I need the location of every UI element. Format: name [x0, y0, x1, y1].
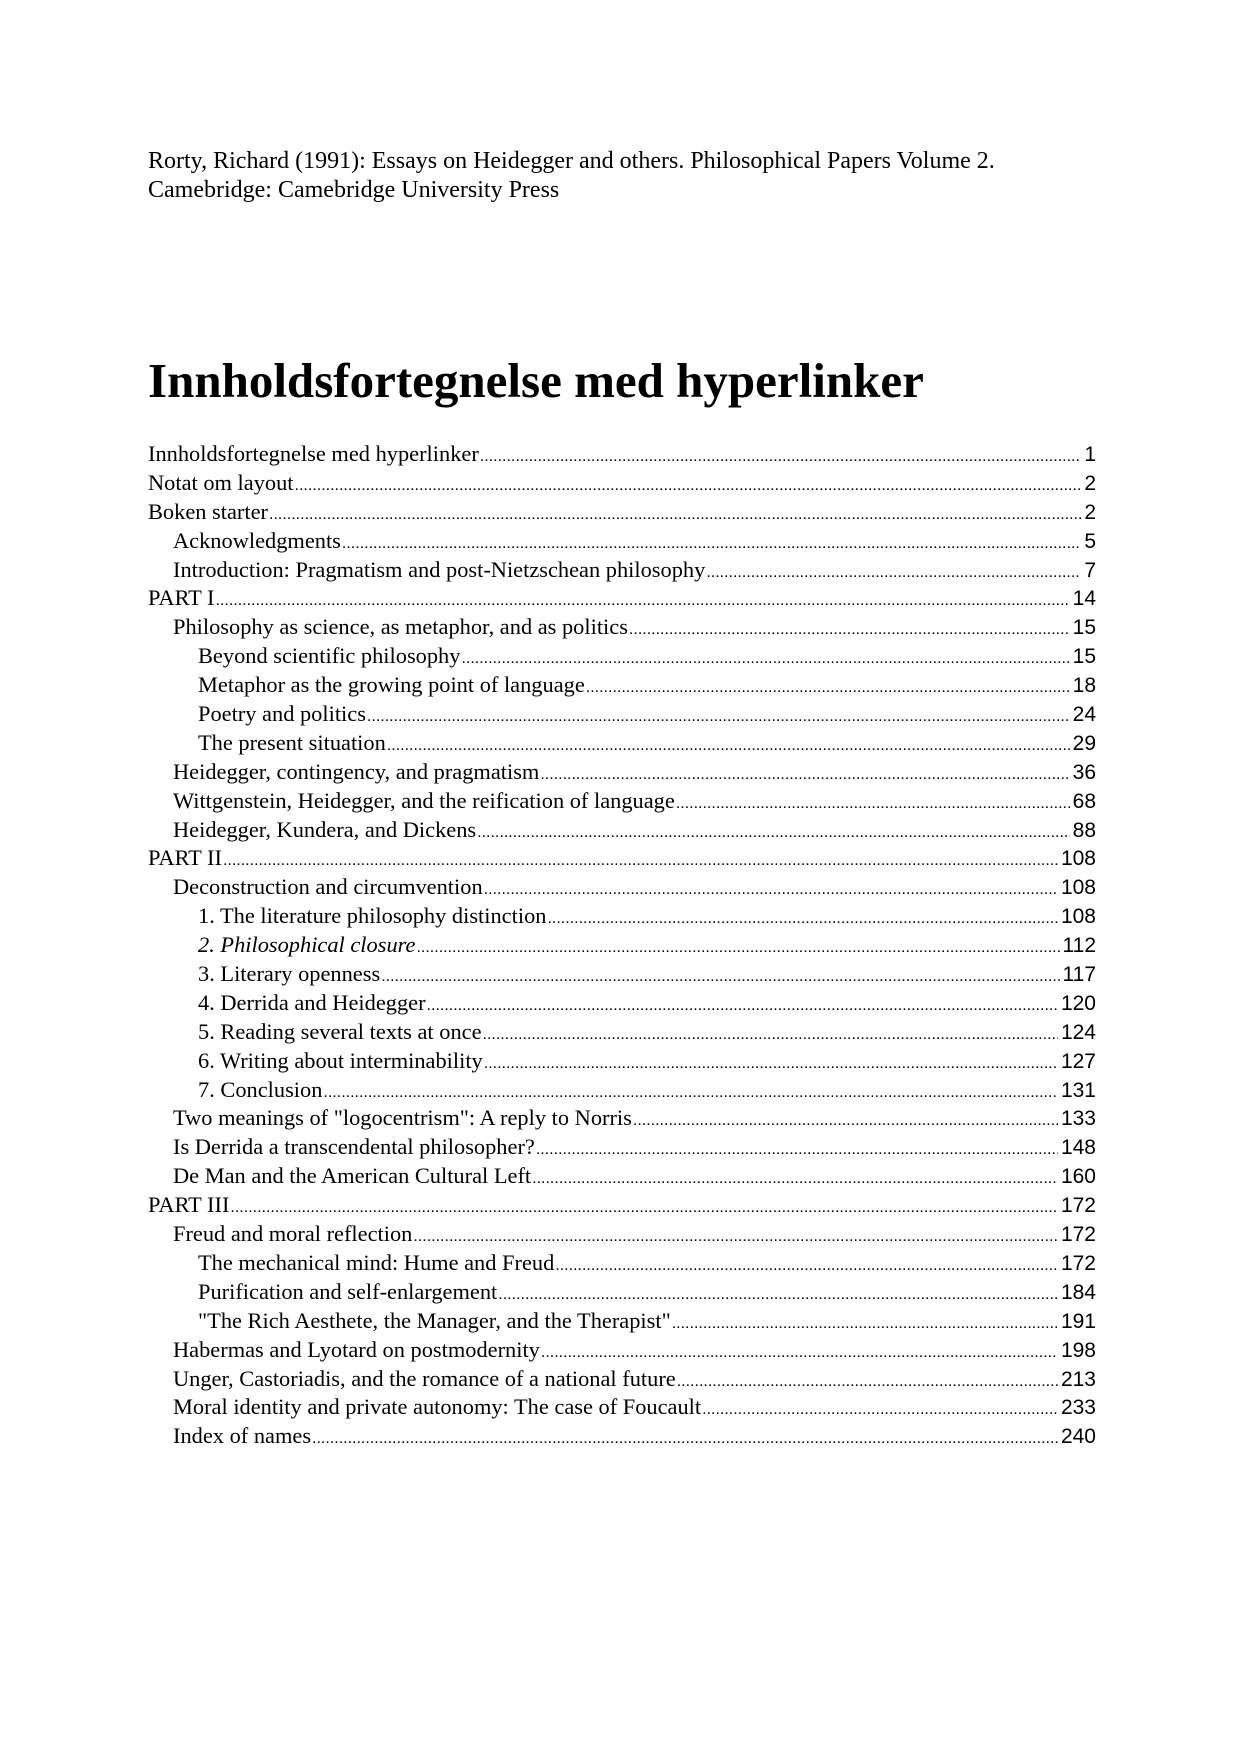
toc-entry-title: Is Derrida a transcendental philosopher?	[173, 1134, 535, 1160]
dot-leader	[629, 616, 1070, 645]
dot-leader	[676, 790, 1070, 819]
toc-entry-link[interactable]	[148, 1393, 1096, 1422]
toc-entry-page-number: 124	[1060, 1020, 1096, 1044]
toc-entry-page-number: 198	[1060, 1338, 1096, 1362]
toc-entry-link[interactable]	[148, 642, 1096, 671]
toc-entry-link[interactable]	[148, 1047, 1096, 1076]
toc-entry-title: 6. Writing about interminability	[198, 1047, 483, 1073]
toc-entry-page-number: 108	[1060, 876, 1096, 900]
toc-entry-page-number: 172	[1060, 1223, 1096, 1247]
dot-leader	[387, 732, 1070, 761]
dot-leader	[633, 1107, 1058, 1136]
toc-entry-title: Heidegger, contingency, and pragmatism	[173, 758, 540, 784]
toc-entry-link[interactable]	[148, 1104, 1096, 1133]
dot-leader	[223, 847, 1058, 876]
toc-entry-title: Moral identity and private autonomy: The case of Foucault	[173, 1394, 702, 1420]
toc-entry-link[interactable]	[148, 902, 1096, 931]
toc-entry-link[interactable]	[148, 960, 1096, 989]
toc-entry-title: Introduction: Pragmatism and post-Nietzschean philosophy	[173, 556, 706, 582]
toc-entry-title: Index of names	[173, 1423, 312, 1449]
toc-entry-page-number: 1	[1084, 443, 1096, 466]
toc-entry-title: Poetry and politics	[198, 701, 366, 727]
toc-entry-title: 4. Derrida and Heidegger	[198, 989, 426, 1015]
dot-leader	[706, 559, 1081, 588]
toc-entry-title: Heidegger, Kundera, and Dickens	[173, 816, 477, 842]
dot-leader	[541, 1339, 1058, 1368]
toc-entry-page-number: 213	[1060, 1367, 1096, 1391]
toc-entry-page-number: 191	[1060, 1309, 1096, 1333]
toc-entry-link[interactable]	[148, 700, 1096, 729]
toc-entry-title: 1. The literature philosophy distinction	[198, 903, 547, 929]
toc-entry-title: PART III	[148, 1192, 230, 1218]
toc-entry-title: 3. Literary openness	[198, 961, 381, 987]
toc-entry-title: Unger, Castoriadis, and the romance of a national future	[173, 1365, 676, 1391]
toc-entry-link[interactable]	[148, 816, 1096, 845]
dot-leader	[461, 645, 1069, 674]
toc-entry-link[interactable]	[148, 527, 1096, 556]
dot-leader	[536, 1136, 1058, 1165]
toc-entry-page-number: 18	[1072, 674, 1096, 698]
toc-entry-link[interactable]	[148, 1162, 1096, 1191]
dot-leader	[480, 443, 1082, 472]
toc-entry-title: 2. Philosophical closure	[198, 932, 416, 958]
dot-leader	[532, 1165, 1058, 1194]
toc-entry-title: Boken starter	[148, 498, 268, 524]
toc-entry-link[interactable]	[148, 1018, 1096, 1047]
toc-entry-page-number: 36	[1072, 760, 1096, 784]
toc-entry-link[interactable]	[148, 671, 1096, 700]
toc-entry-title: Philosophy as science, as metaphor, and as politics	[173, 614, 628, 640]
toc-entry-link[interactable]	[148, 1076, 1096, 1105]
dot-leader	[672, 1310, 1058, 1339]
toc-entry-link[interactable]	[148, 844, 1096, 873]
dot-leader	[312, 1425, 1058, 1454]
toc-entry-link[interactable]	[148, 469, 1096, 498]
toc-entry-page-number: 112	[1062, 934, 1096, 958]
toc-entry-link[interactable]	[148, 931, 1096, 960]
toc-entry-page-number: 148	[1060, 1136, 1096, 1160]
toc-entry-page-number: 131	[1060, 1078, 1096, 1102]
dot-leader	[342, 530, 1081, 559]
toc-entry-link[interactable]	[148, 787, 1096, 816]
toc-entry-page-number: 108	[1060, 847, 1096, 871]
toc-entry-page-number: 240	[1060, 1425, 1096, 1449]
toc-entry-title: Deconstruction and circumvention	[173, 874, 483, 900]
toc-entry-link[interactable]	[148, 873, 1096, 902]
toc-entry-link[interactable]	[148, 1220, 1096, 1249]
toc-entry-title: The mechanical mind: Hume and Freud	[198, 1249, 555, 1275]
toc-entry-title: 5. Reading several texts at once	[198, 1018, 482, 1044]
toc-entry-title: Habermas and Lyotard on postmodernity	[173, 1336, 540, 1362]
toc-entry-page-number: 24	[1072, 703, 1096, 727]
toc-entry-page-number: 108	[1060, 905, 1096, 929]
toc-entry-page-number: 7	[1084, 558, 1096, 582]
toc-entry-title: PART I	[148, 585, 215, 611]
dot-leader	[269, 501, 1081, 530]
toc-entry-title: Purification and self-enlargement	[198, 1278, 498, 1304]
toc-entry-link[interactable]	[148, 440, 1096, 469]
dot-leader	[702, 1396, 1058, 1425]
toc-entry-title: Acknowledgments	[173, 527, 341, 553]
toc-entry-page-number: 233	[1060, 1396, 1096, 1420]
dot-leader	[498, 1281, 1058, 1310]
toc-entry-title: Freud and moral reflection	[173, 1221, 413, 1247]
toc-entry-page-number: 172	[1060, 1251, 1096, 1275]
dot-leader	[295, 472, 1082, 501]
dot-leader	[416, 934, 1059, 963]
bibliographic-citation	[148, 147, 1108, 205]
toc-entry-title: Notat om layout	[148, 469, 294, 495]
toc-entry-page-number: 120	[1060, 991, 1096, 1015]
citation-line-1: Rorty, Richard (1991): Essays on Heidegger and others. Philosophical Papers Volume 2.	[148, 148, 995, 174]
toc-entry-page-number: 88	[1072, 818, 1096, 842]
toc-entry-link[interactable]	[148, 1133, 1096, 1162]
toc-entry-link[interactable]	[148, 989, 1096, 1018]
toc-entry-link[interactable]	[148, 613, 1096, 642]
toc-entry-title: PART II	[148, 845, 222, 871]
toc-entry-title: "The Rich Aesthete, the Manager, and the Therapist"	[198, 1307, 671, 1333]
toc-entry-page-number: 14	[1072, 587, 1096, 611]
dot-leader	[323, 1079, 1058, 1108]
toc-entry-link[interactable]	[148, 1249, 1096, 1278]
citation-line-2: Camebridge: Camebridge University Press	[148, 177, 560, 203]
toc-entry-title: Innholdsfortegnelse med hyperlinker	[148, 441, 479, 466]
toc-entry-title: Metaphor as the growing point of language	[198, 672, 585, 698]
toc-entry-page-number: 15	[1072, 645, 1096, 669]
dot-leader	[483, 1021, 1058, 1050]
toc-entry-title: Two meanings of "logocentrism": A reply to Norris	[173, 1105, 632, 1131]
dot-leader	[547, 905, 1057, 934]
dot-leader	[677, 1368, 1058, 1397]
toc-entry-page-number: 117	[1062, 963, 1096, 987]
toc-entry-title: 7. Conclusion	[198, 1076, 323, 1102]
toc-entry-link[interactable]	[148, 729, 1096, 758]
dot-leader	[555, 1252, 1058, 1281]
dot-leader	[484, 1050, 1058, 1079]
toc-entry-link[interactable]	[148, 758, 1096, 787]
dot-leader	[230, 1194, 1058, 1223]
dot-leader	[367, 703, 1070, 732]
toc-entry-page-number: 2	[1084, 500, 1096, 524]
toc-entry-page-number: 133	[1060, 1107, 1096, 1131]
toc-entry-page-number: 5	[1084, 529, 1096, 553]
toc-entry-title: De Man and the American Cultural Left	[173, 1163, 532, 1189]
toc-heading: Innholdsfortegnelse med hyperlinker	[148, 353, 924, 408]
toc-entry-page-number: 15	[1072, 616, 1096, 640]
toc-entry-link[interactable]	[148, 556, 1096, 585]
toc-entry-link[interactable]	[148, 1336, 1096, 1365]
toc-entry-link[interactable]	[148, 584, 1096, 613]
dot-leader	[484, 876, 1058, 905]
toc-entry-title: Wittgenstein, Heidegger, and the reification of language	[173, 787, 675, 813]
dot-leader	[477, 819, 1070, 848]
dot-leader	[413, 1223, 1058, 1252]
toc-entry-link[interactable]	[148, 1278, 1096, 1307]
toc-entry-link[interactable]	[148, 1307, 1096, 1336]
table-of-contents	[148, 440, 1096, 1451]
toc-entry-page-number: 160	[1060, 1165, 1096, 1189]
dot-leader	[586, 674, 1070, 703]
toc-entry-link[interactable]	[148, 1422, 1096, 1451]
toc-entry-page-number: 29	[1072, 731, 1096, 755]
toc-entry-link[interactable]	[148, 498, 1096, 527]
toc-entry-page-number: 127	[1060, 1049, 1096, 1073]
toc-entry-title: Beyond scientific philosophy	[198, 643, 461, 669]
dot-leader	[427, 992, 1058, 1021]
dot-leader	[215, 587, 1069, 616]
toc-entry-page-number: 2	[1084, 471, 1096, 495]
dot-leader	[381, 963, 1059, 992]
toc-entry-page-number: 172	[1060, 1194, 1096, 1218]
dot-leader	[540, 761, 1069, 790]
toc-entry-page-number: 68	[1072, 789, 1096, 813]
toc-entry-link[interactable]	[148, 1365, 1096, 1394]
toc-entry-title: The present situation	[198, 729, 386, 755]
toc-entry-link[interactable]	[148, 1191, 1096, 1220]
toc-entry-page-number: 184	[1060, 1280, 1096, 1304]
